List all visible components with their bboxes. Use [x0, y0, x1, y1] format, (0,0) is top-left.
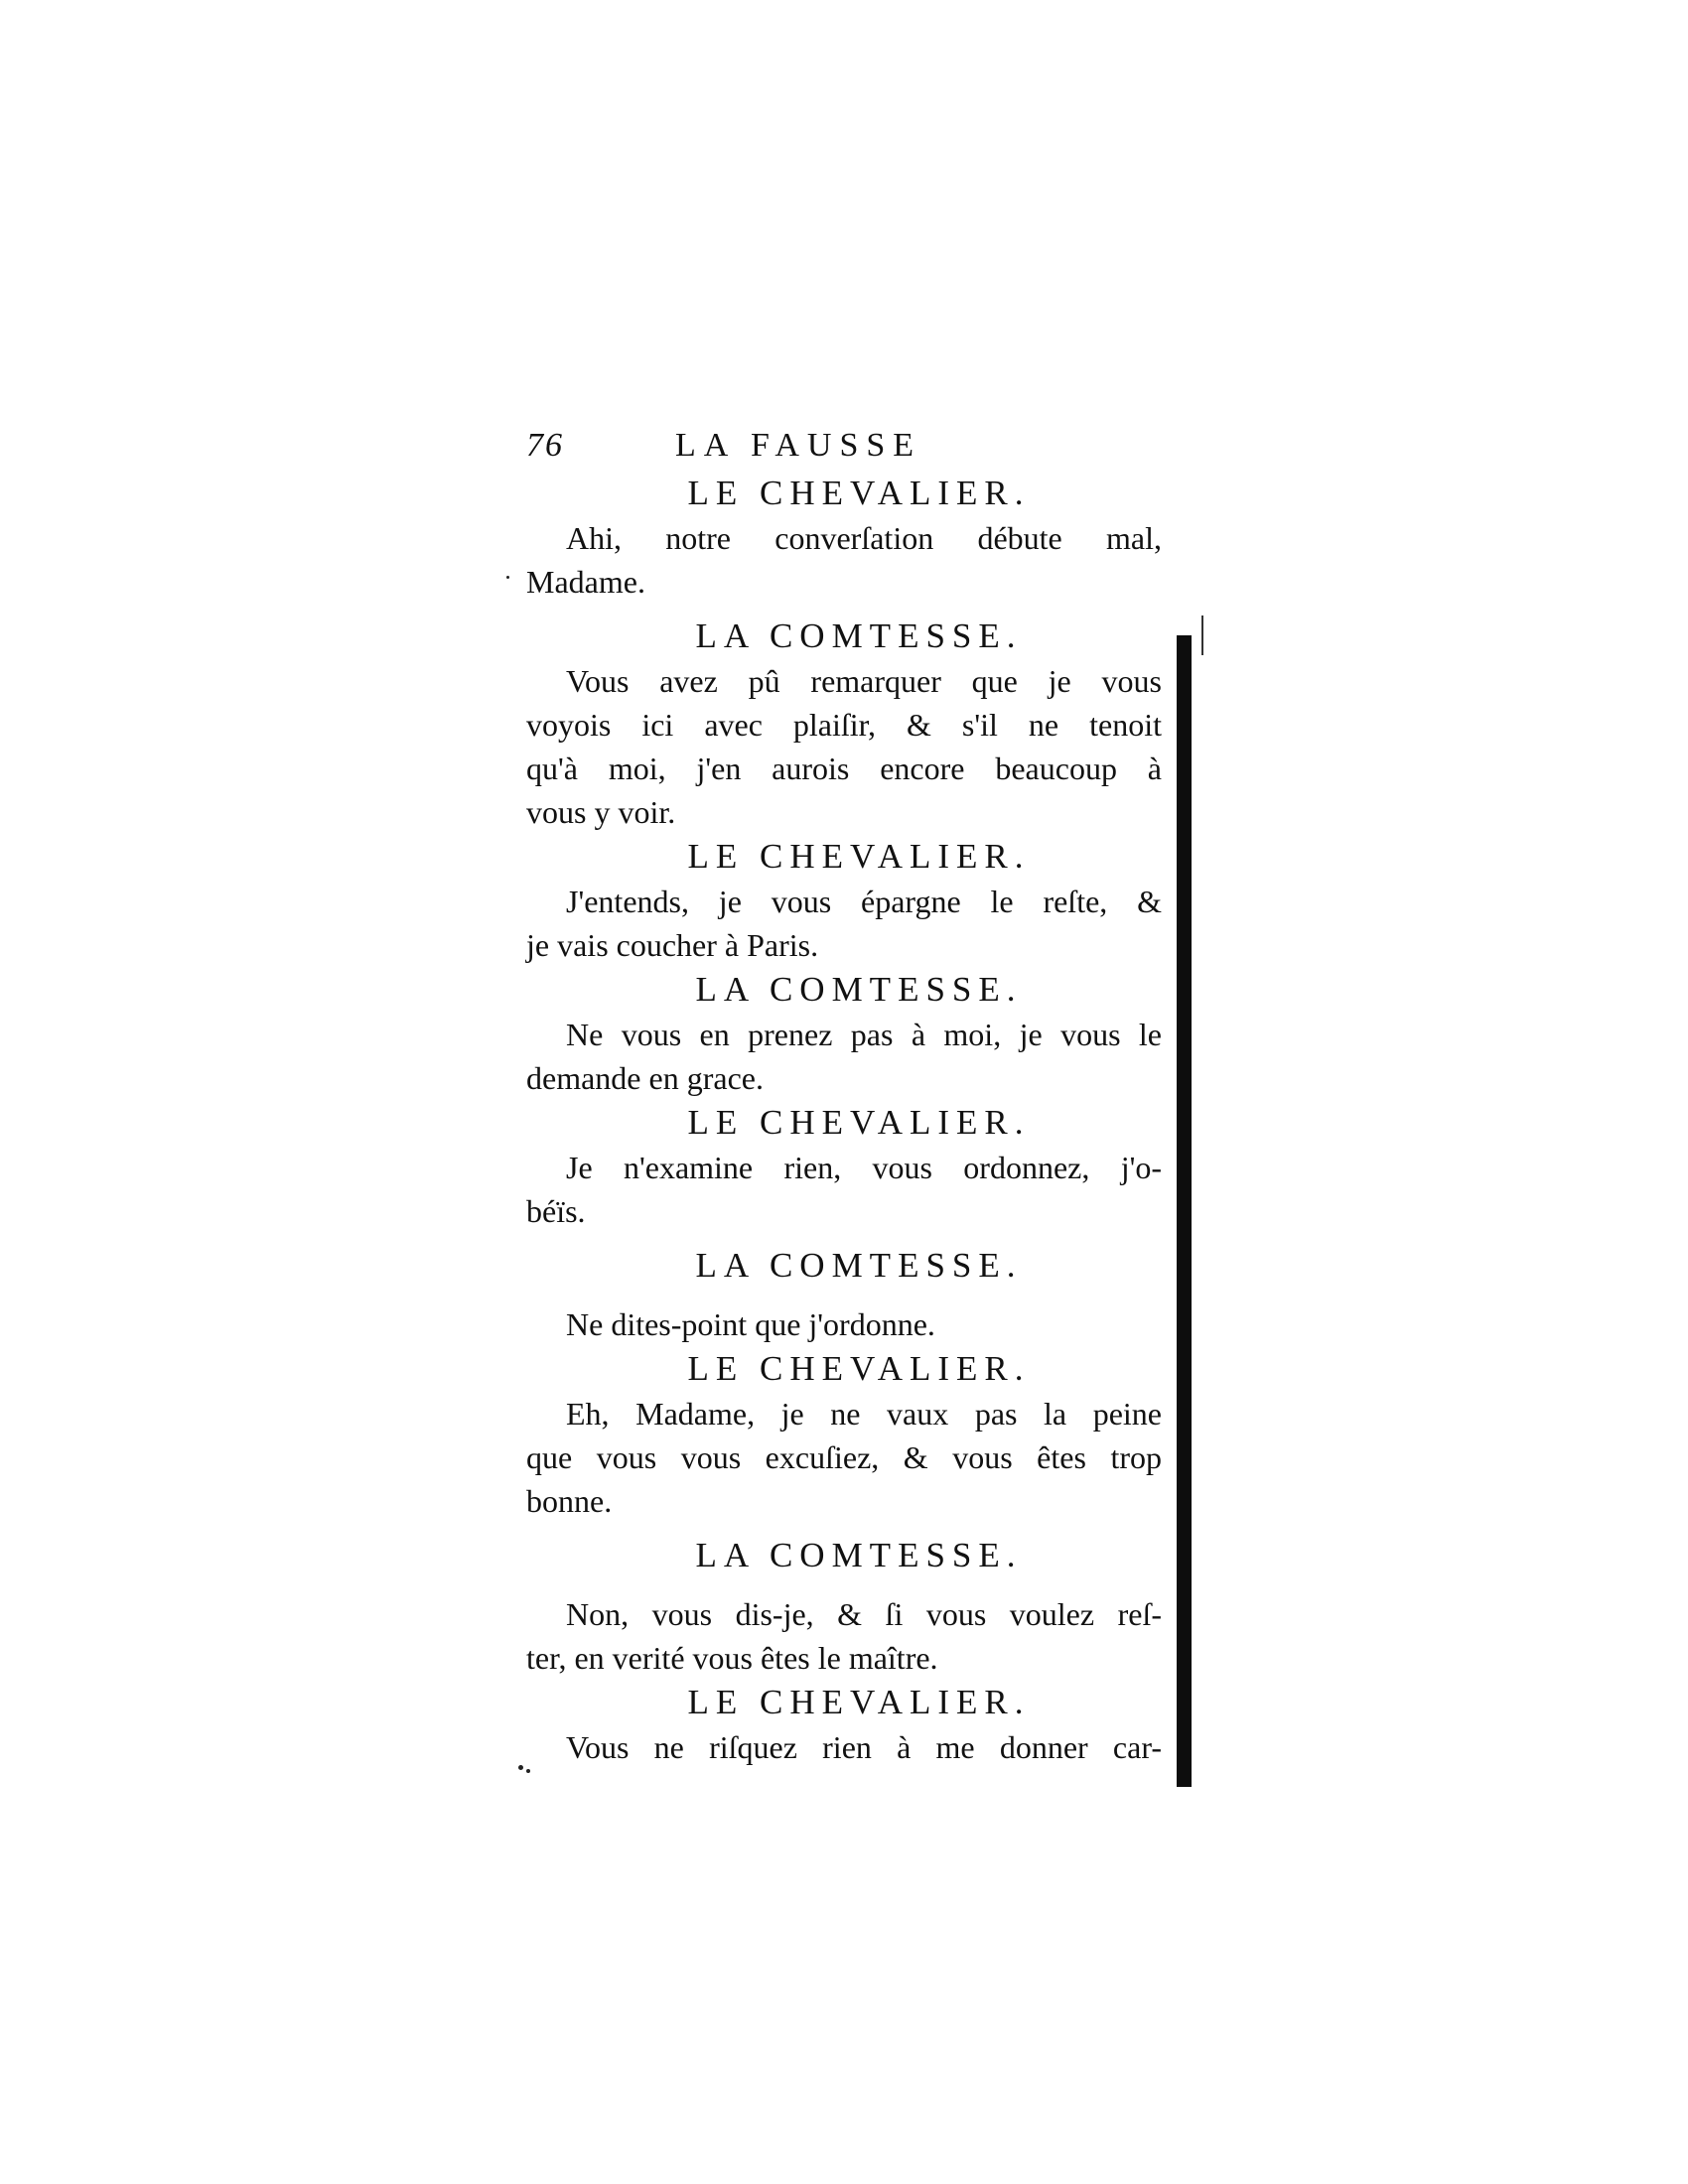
- speech-line: voyois ici avec plaiſir, & s'il ne tenoit: [526, 707, 1162, 743]
- speech-line: Madame.: [526, 564, 645, 600]
- dialogue-block-3: [526, 834, 1162, 967]
- dialogue-block-8: [526, 1533, 1162, 1680]
- speech-line: vous y voir.: [526, 794, 676, 830]
- dialogue-block-1: [526, 471, 1162, 604]
- speech-line: Ne dites-point que j'ordonne.: [566, 1306, 935, 1342]
- speech-text: [526, 659, 1162, 834]
- speaker-name: LE CHEVALIER.: [687, 1683, 1031, 1721]
- dialogue-block-6: [526, 1243, 1162, 1346]
- speech-line: Je n'examine rien, vous ordonnez, j'o-: [566, 1150, 1162, 1185]
- speech-text: [526, 1146, 1162, 1233]
- speech-line: ter, en verité vous êtes le maître.: [526, 1640, 938, 1676]
- speaker-name: LA COMTESSE.: [695, 970, 1023, 1009]
- speech-line: Ahi, notre converſation débute mal,: [566, 520, 1162, 556]
- speech-line: Non, vous dis-je, & ſi vous voulez reſ-: [566, 1596, 1162, 1632]
- speaker-name: LA COMTESSE.: [695, 616, 1023, 655]
- speech-text: [526, 516, 1162, 604]
- ink-speck: [518, 1765, 523, 1770]
- dialogue-block-2: [526, 614, 1162, 834]
- speech-line: que vous vous excuſiez, & vous êtes trop: [526, 1439, 1162, 1475]
- speech-line: Ne vous en prenez pas à moi, je vous le: [566, 1017, 1162, 1052]
- page-number: 76: [526, 427, 564, 464]
- speech-text: [526, 880, 1162, 967]
- speaker-name: LE CHEVALIER.: [687, 1349, 1031, 1388]
- speech-line: Eh, Madame, je ne vaux pas la peine: [566, 1396, 1162, 1432]
- dialogue-block-7: [526, 1346, 1162, 1523]
- speech-text: [526, 1725, 1162, 1769]
- speech-line: Vous ne riſquez rien à me donner car-: [566, 1729, 1162, 1765]
- running-head: [526, 427, 1162, 471]
- page-edge-line: [1201, 615, 1203, 655]
- speech-line: béïs.: [526, 1193, 586, 1229]
- speech-text: [526, 1302, 1162, 1346]
- ink-speck: [506, 576, 509, 579]
- speech-text: [526, 1392, 1162, 1523]
- speaker-name: LA COMTESSE.: [695, 1536, 1023, 1574]
- speech-line: J'entends, je vous épargne le reſte, &: [566, 884, 1162, 919]
- dialogue-block-9: [526, 1680, 1162, 1769]
- running-title: LA FAUSSE: [675, 427, 922, 464]
- speech-line: Vous avez pû remarquer que je vous: [566, 663, 1162, 699]
- speech-line: je vais coucher à Paris.: [526, 927, 819, 963]
- page-edge-shadow: [1177, 635, 1192, 1787]
- speaker-name: LA COMTESSE.: [695, 1246, 1023, 1285]
- speech-line: demande en grace.: [526, 1060, 764, 1096]
- ink-speck: [526, 1769, 530, 1773]
- book-page: [526, 427, 1162, 1769]
- speaker-name: LE CHEVALIER.: [687, 474, 1031, 512]
- speech-line: bonne.: [526, 1483, 613, 1519]
- speaker-name: LE CHEVALIER.: [687, 1103, 1031, 1142]
- speaker-name: LE CHEVALIER.: [687, 837, 1031, 876]
- speech-text: [526, 1592, 1162, 1680]
- dialogue-block-4: [526, 967, 1162, 1100]
- speech-text: [526, 1013, 1162, 1100]
- dialogue-block-5: [526, 1100, 1162, 1233]
- speech-line: qu'à moi, j'en aurois encore beaucoup à: [526, 751, 1162, 786]
